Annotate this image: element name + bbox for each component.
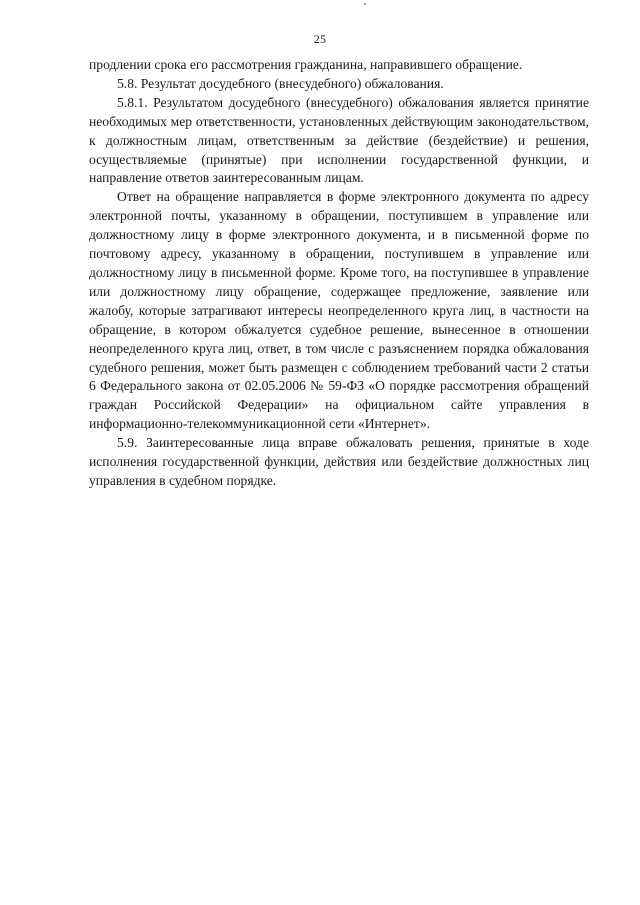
document-body [89,56,589,491]
paragraph-response: Ответ на обращение направляется в форме электронного документа по адресу электронной почты, указанному в обращении, поступившем в управление или должностному лицу в форме электронного документа, и в письменной форме по почтовому адресу, указанному в обращении, поступившем в управление или должностному лицу в письменной форме. Кроме того, на поступившее в управление или должностному лицу обращение, содержащее предложение, заявление или жалобу, которые затрагивают интересы неопределенного круга лиц, в частности на обращение, в котором обжалуется судебное решение, вынесенное в отношении неопределенного круга лиц, ответ, в том числе с разъяснением порядка обжалования судебного решения, может быть размещен с соблюдением требований части 2 статьи 6 Федерального закона от 02.05.2006 № 59-ФЗ «О порядке рассмотрения обращений граждан Российской Федерации» на официальном сайте управления в информационно-телекоммуникационной сети «Интернет». [89,189,589,432]
paragraph-5-9: 5.9. Заинтересованные лица вправе обжаловать решения, принятые в ходе исполнения государственной функции, действия или бездействие должностных лиц управления в судебном порядке. [89,435,589,488]
scan-speck [364,3,366,5]
page-number: 25 [313,32,327,46]
paragraph-continuation: продлении срока его рассмотрения гражданина, направившего обращение. [89,57,523,72]
paragraph-5-8-1: 5.8.1. Результатом досудебного (внесудебного) обжалования является принятие необходимых мер ответственности, установленных действующим законодательством, к должностным лицам, ответственным за действие (бездействие) и решения, осуществляемые (принятые) при исполнении государственной функции, и направление ответов заинтересованным лицам. [89,94,589,186]
paragraph-5-8: 5.8. Результат досудебного (внесудебного) обжалования. [117,75,444,91]
